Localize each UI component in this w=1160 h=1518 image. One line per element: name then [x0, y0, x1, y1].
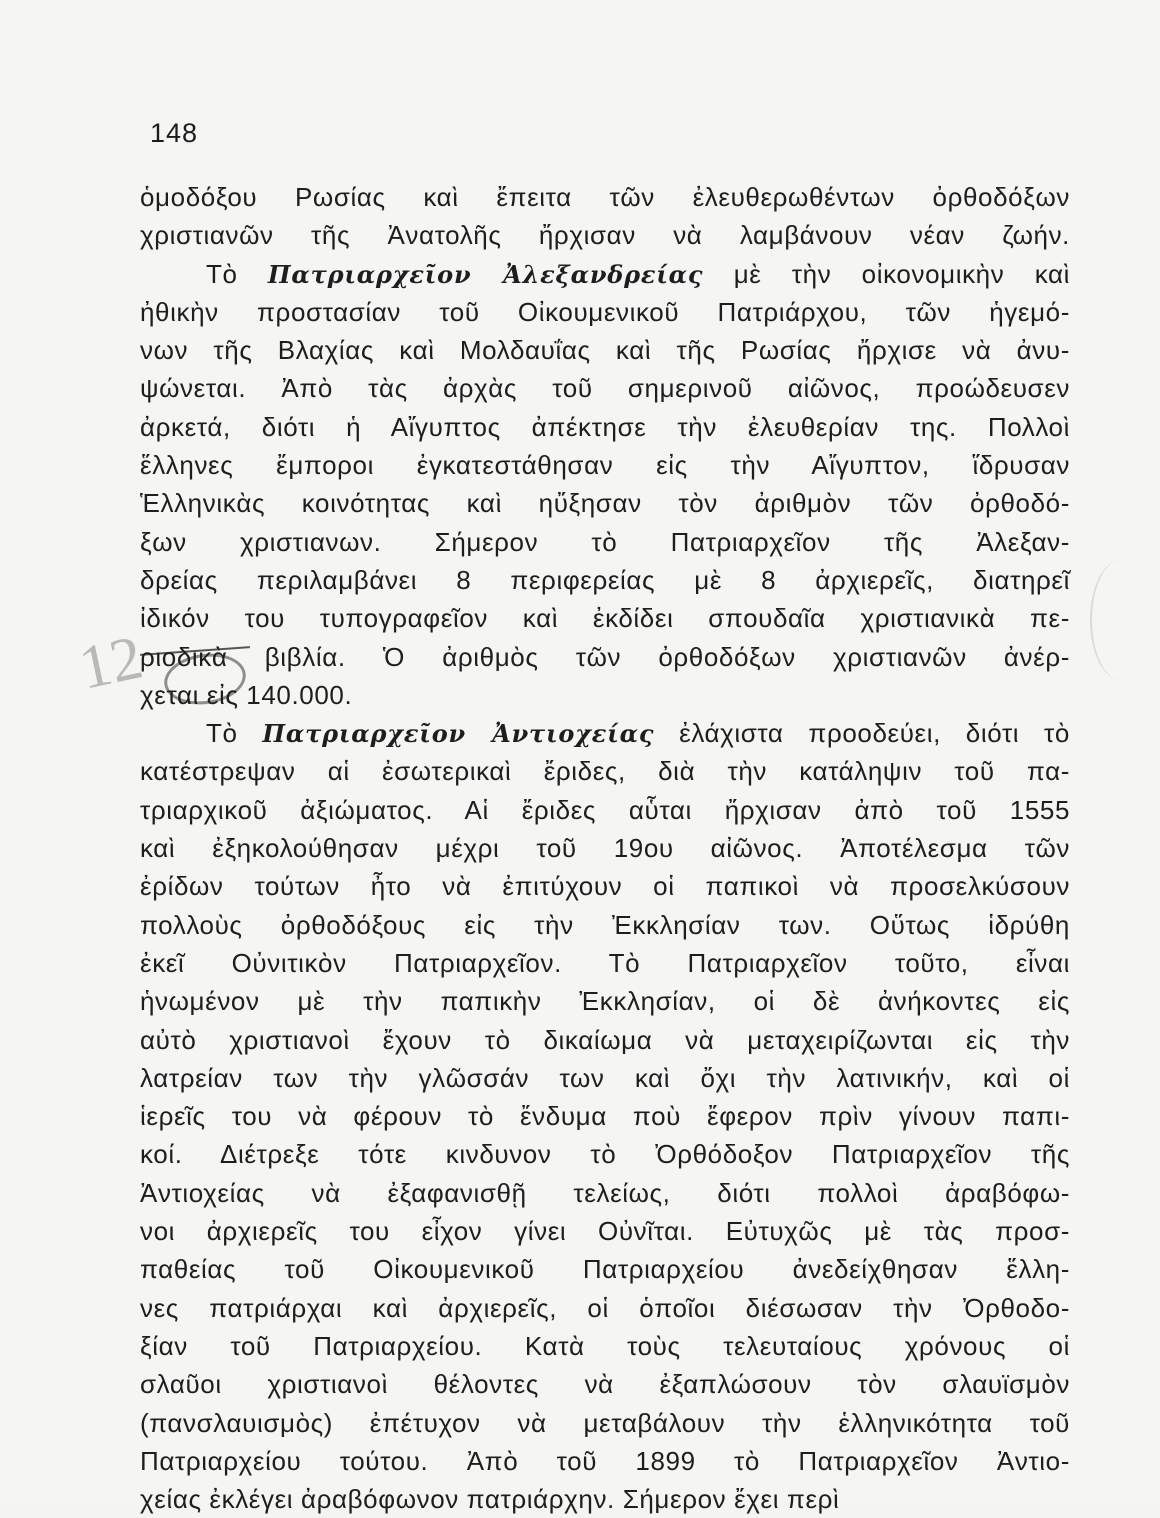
text-span: ἱερεῖς του νὰ φέρουν τὸ ἔνδυμα ποὺ ἔφερον πρὶν γίνουν παπι-	[140, 1101, 1070, 1132]
bleed-through-mark	[1090, 560, 1152, 680]
text-span: (πανσλαυισμὸς) ἐπέτυχον νὰ μεταβάλουν τὴν ἑλληνικότητα τοῦ	[140, 1407, 1070, 1438]
text-line	[140, 255, 1070, 293]
text-line	[140, 1059, 1070, 1097]
text-span: νοι ἀρχιερεῖς του εἶχον γίνει Οὐνῖται. Εὐτυχῶς μὲ τὰς προσ-	[140, 1216, 1070, 1247]
text-line	[140, 561, 1070, 599]
text-span: σλαῦοι χριστιανοὶ θέλοντες νὰ ἐξαπλώσουν τὸν σλαυϊσμὸν	[140, 1369, 1070, 1400]
text-span: χεται εἰς 140.000.	[140, 679, 353, 710]
text-span: κατέστρεψαν αἱ ἐσωτερικαὶ ἔριδες, διὰ τὴν κατάληψιν τοῦ πα-	[140, 756, 1070, 787]
text-span: ὁμοδόξου Ρωσίας καὶ ἔπειτα τῶν ἐλευθερωθέντων ὀρθοδόξων	[140, 182, 1070, 212]
text-line	[140, 523, 1070, 561]
text-line	[140, 906, 1070, 944]
section-heading: Πατριαρχεῖον Ἀντιοχείας	[262, 719, 655, 749]
text-span: ἀρκετά, διότι ἡ Αἴγυπτος ἀπέκτησε τὴν ἐλευθερίαν της. Πολλοὶ	[140, 411, 1070, 442]
text-line	[140, 714, 1070, 752]
text-line	[140, 1289, 1070, 1327]
text-span: ἐρίδων τούτων ἦτο νὰ ἐπιτύχουν οἱ παπικοὶ νὰ προσελκύσουν	[140, 871, 1070, 902]
text-line	[140, 676, 1070, 714]
text-line	[140, 1135, 1070, 1173]
text-span: νων τῆς Βλαχίας καὶ Μολδαυΐας καὶ τῆς Ρωσίας ἤρχισε νὰ ἀνυ-	[140, 335, 1070, 366]
text-span: Ἑλληνικὰς κοινότητας καὶ ηὔξησαν τὸν ἀριθμὸν τῶν ὀρθοδό-	[140, 488, 1070, 519]
text-line	[140, 829, 1070, 867]
section-heading: Πατριαρχεῖον Ἀλεξανδρείας	[267, 259, 704, 289]
text-line	[140, 752, 1070, 790]
text-line	[140, 408, 1070, 446]
page-number: 148	[150, 118, 199, 148]
text-line	[140, 1212, 1070, 1250]
text-line	[140, 791, 1070, 829]
text-line	[140, 1174, 1070, 1212]
body-text	[140, 178, 1070, 1518]
text-span: Τὸ	[206, 258, 268, 289]
text-span: ριοδικὰ βιβλία. Ὁ ἀριθμὸς τῶν ὀρθοδόξων χριστιανῶν ἀνέρ-	[140, 641, 1070, 672]
text-line	[140, 1327, 1070, 1365]
margin-handwritten-annotation: 12	[73, 623, 149, 703]
text-span: ἕλληνες ἔμποροι ἐγκατεστάθησαν εἰς τὴν Αἴγυπτον, ἵδρυσαν	[140, 450, 1070, 481]
text-span: χείας ἐκλέγει ἀραβόφωνον πατριάρχην. Σήμερον ἔχει περὶ	[140, 1484, 840, 1515]
text-line	[140, 484, 1070, 522]
text-line	[140, 1097, 1070, 1135]
text-line	[140, 1404, 1070, 1442]
text-span: ἐλάχιστα προοδεύει, διότι τὸ	[654, 718, 1070, 749]
text-span: παθείας τοῦ Οἰκουμενικοῦ Πατριαρχείου ἀνεδείχθησαν ἕλλη-	[140, 1254, 1070, 1285]
text-span: λατρείαν των τὴν γλῶσσάν των καὶ ὄχι τὴν λατινικήν, καὶ οἱ	[140, 1062, 1070, 1093]
text-span: δρείας περιλαμβάνει 8 περιφερείας μὲ 8 ἀρχιερεῖς, διατηρεῖ	[140, 564, 1070, 595]
text-span: καὶ ἐξηκολούθησαν μέχρι τοῦ 19ου αἰῶνος. Ἀποτέλεσμα τῶν	[140, 833, 1070, 864]
text-span: ἠθικὴν προστασίαν τοῦ Οἰκουμενικοῦ Πατριάρχου, τῶν ἡγεμό-	[140, 296, 1070, 327]
text-line	[140, 1365, 1070, 1403]
text-line	[140, 1021, 1070, 1059]
text-line	[140, 446, 1070, 484]
text-line	[140, 216, 1070, 254]
text-line	[140, 369, 1070, 407]
text-span: ἐκεῖ Οὐνιτικὸν Πατριαρχεῖον. Τὸ Πατριαρχεῖον τοῦτο, εἶναι	[140, 947, 1070, 978]
text-span: κοί. Διέτρεξε τότε κινδυνον τὸ Ὀρθόδοξον Πατριαρχεῖον τῆς	[140, 1139, 1070, 1170]
text-line	[140, 178, 1070, 216]
text-span: ἡνωμένον μὲ τὴν παπικὴν Ἐκκλησίαν, οἱ δὲ ἀνήκοντες εἰς	[140, 986, 1070, 1017]
text-span: Τὸ	[206, 718, 263, 749]
text-span: Ἀντιοχείας νὰ ἐξαφανισθῇ τελείως, διότι πολλοὶ ἀραβόφω-	[140, 1177, 1070, 1208]
text-span: ψώνεται. Ἀπὸ τὰς ἀρχὰς τοῦ σημερινοῦ αἰῶνος, προώδευσεν	[140, 373, 1070, 404]
text-span: Πατριαρχείου τούτου. Ἀπὸ τοῦ 1899 τὸ Πατριαρχεῖον Ἀντιο-	[140, 1445, 1070, 1476]
text-span: αὐτὸ χριστιανοὶ ἔχουν τὸ δικαίωμα νὰ μεταχειρίζωνται εἰς τὴν	[140, 1024, 1070, 1055]
text-line	[140, 331, 1070, 369]
text-span: τριαρχικοῦ ἀξιώματος. Αἱ ἔριδες αὗται ἤρχισαν ἀπὸ τοῦ 1555	[140, 794, 1070, 825]
text-line	[140, 599, 1070, 637]
text-span: χριστιανῶν τῆς Ἀνατολῆς ἤρχισαν νὰ λαμβάνουν νέαν ζωήν.	[140, 220, 1070, 251]
text-line	[140, 1442, 1070, 1480]
text-span: ξίαν τοῦ Πατριαρχείου. Κατὰ τοὺς τελευταίους χρόνους οἱ	[140, 1330, 1070, 1361]
text-line	[140, 638, 1070, 676]
text-line	[140, 944, 1070, 982]
text-span: ἰδικόν του τυπογραφεῖον καὶ ἐκδίδει σπουδαῖα χριστιανικὰ πε-	[140, 603, 1070, 634]
text-line	[140, 982, 1070, 1020]
text-span: μὲ τὴν οἰκονομικὴν καὶ	[703, 258, 1070, 289]
text-line	[140, 293, 1070, 331]
text-span: νες πατριάρχαι καὶ ἀρχιερεῖς, οἱ ὁποῖοι διέσωσαν τὴν Ὀρθοδο-	[140, 1292, 1070, 1323]
text-span: ξων χριστιανων. Σήμερον τὸ Πατριαρχεῖον τῆς Ἀλεξαν-	[140, 526, 1070, 557]
text-line	[140, 867, 1070, 905]
text-line	[140, 1250, 1070, 1288]
text-span: πολλοὺς ὀρθοδόξους εἰς τὴν Ἐκκλησίαν των. Οὕτως ἱδρύθη	[140, 909, 1070, 940]
text-line	[140, 1480, 1070, 1518]
